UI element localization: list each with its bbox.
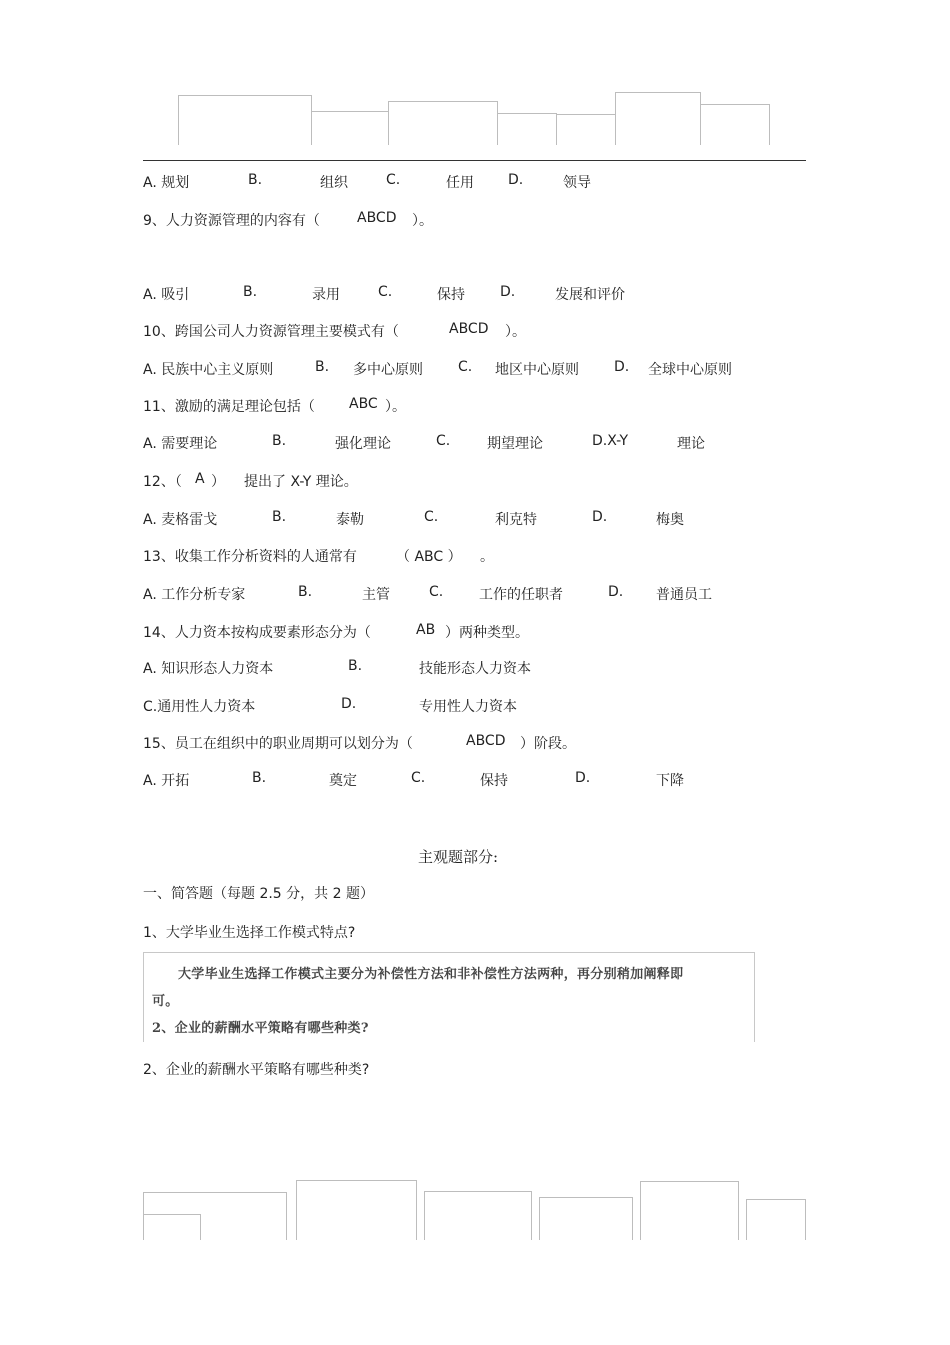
option-c: 保持 — [480, 773, 508, 789]
option-d: 梅奥 — [656, 512, 684, 528]
option-c-letter: C. — [424, 509, 439, 525]
option-d-letter: D. — [575, 770, 591, 786]
answer: ABCD — [449, 321, 489, 337]
question-tail: ）两种类型。 — [445, 625, 529, 641]
answer: ABCD — [357, 210, 397, 226]
option-b-letter: B. — [348, 658, 363, 674]
divider-line — [143, 160, 806, 161]
option-b-letter: B. — [272, 433, 287, 449]
question-tail: ）。 — [385, 399, 406, 415]
option-c: 工作的任职者 — [479, 587, 563, 603]
option-a: A. 知识形态人力资本 — [143, 661, 274, 677]
option-c-letter: C. — [378, 284, 393, 300]
answer: （ ABC ） — [396, 549, 462, 565]
option-c: 利克特 — [495, 512, 537, 528]
option-b-letter: B. — [252, 770, 267, 786]
option-c-letter: C. — [436, 433, 451, 449]
option-d: 普通员工 — [656, 587, 712, 603]
answer: ABCD — [466, 733, 506, 749]
question-stem: 10、跨国公司人力资源管理主要模式有（ — [143, 324, 399, 340]
option-a: A. 开拓 — [143, 773, 190, 789]
option-c: 期望理论 — [487, 436, 543, 452]
question-tail: ）。 — [412, 213, 433, 229]
option-a: A. 吸引 — [143, 287, 190, 303]
option-c: C.通用性人力资本 — [143, 699, 256, 715]
question-tail: ） — [211, 474, 225, 490]
question-tail: ）。 — [505, 324, 526, 340]
short-answer-q2: 2、企业的薪酬水平策略有哪些种类? — [143, 1062, 370, 1078]
option-d-letter: D. — [592, 509, 608, 525]
short-answer-q1: 1、大学毕业生选择工作模式特点? — [143, 925, 356, 941]
section-title: 主观题部分: — [418, 848, 499, 866]
option-d-letter: D.X-Y — [592, 433, 629, 449]
option-c-letter: C. — [386, 172, 401, 188]
answer: A — [195, 471, 205, 487]
short-answer-heading: 一、简答题（每题 2.5 分，共 2 题） — [143, 886, 374, 902]
option-d-letter: D. — [508, 172, 524, 188]
option-b-letter: B. — [315, 359, 330, 375]
option-b: 技能形态人力资本 — [419, 661, 531, 677]
option-c: 保持 — [437, 287, 465, 303]
option-c: 地区中心原则 — [495, 362, 579, 378]
option-d: 专用性人力资本 — [419, 699, 517, 715]
question-tail: ）阶段。 — [520, 736, 576, 752]
option-a: A. 规划 — [143, 175, 190, 191]
option-d-letter: D. — [341, 696, 357, 712]
option-d: 发展和评价 — [555, 287, 625, 303]
option-b-letter: B. — [272, 509, 287, 525]
option-b: 泰勒 — [336, 512, 364, 528]
option-b: 录用 — [312, 287, 340, 303]
scan-line-3: 2、企业的薪酬水平策略有哪些种类? — [152, 1021, 369, 1036]
option-a: A. 需要理论 — [143, 436, 218, 452]
option-b: 强化理论 — [335, 436, 391, 452]
question-stem: 9、人力资源管理的内容有（ — [143, 213, 320, 229]
option-c-letter: C. — [429, 584, 444, 600]
option-d: 领导 — [563, 175, 591, 191]
question-stem: 13、收集工作分析资料的人通常有 — [143, 549, 357, 565]
option-d-letter: D. — [608, 584, 624, 600]
option-a: A. 民族中心主义原则 — [143, 362, 274, 378]
answer: AB — [416, 622, 436, 638]
option-b: 组织 — [320, 175, 348, 191]
option-c: 任用 — [446, 175, 474, 191]
option-d: 下降 — [656, 773, 684, 789]
option-b: 奠定 — [329, 773, 357, 789]
question-stem: 11、激励的满足理论包括（ — [143, 399, 315, 415]
option-d-letter: D. — [614, 359, 630, 375]
question-stem: 12、（ — [143, 474, 182, 490]
option-d: 理论 — [677, 436, 705, 452]
option-a: A. 麦格雷戈 — [143, 512, 218, 528]
scan-line-2: 可。 — [152, 994, 179, 1009]
question-tail-text: 提出了 X-Y 理论。 — [244, 474, 358, 490]
option-a: A. 工作分析专家 — [143, 587, 246, 603]
question-stem: 14、人力资本按构成要素形态分为（ — [143, 625, 371, 641]
scan-line-1: 大学毕业生选择工作模式主要分为补偿性方法和非补偿性方法两种，再分别稍加阐释即 — [178, 967, 684, 982]
question-tail: 。 — [480, 549, 494, 565]
option-b-letter: B. — [243, 284, 258, 300]
option-d-letter: D. — [500, 284, 516, 300]
option-d: 全球中心原则 — [648, 362, 732, 378]
option-c-letter: C. — [411, 770, 426, 786]
option-b-letter: B. — [298, 584, 313, 600]
option-c-letter: C. — [458, 359, 473, 375]
question-stem: 15、员工在组织中的职业周期可以划分为（ — [143, 736, 413, 752]
answer-scan-image — [143, 952, 755, 1042]
option-b: 多中心原则 — [353, 362, 423, 378]
option-b-letter: B. — [248, 172, 263, 188]
option-b: 主管 — [362, 587, 390, 603]
answer: ABC — [349, 396, 378, 412]
